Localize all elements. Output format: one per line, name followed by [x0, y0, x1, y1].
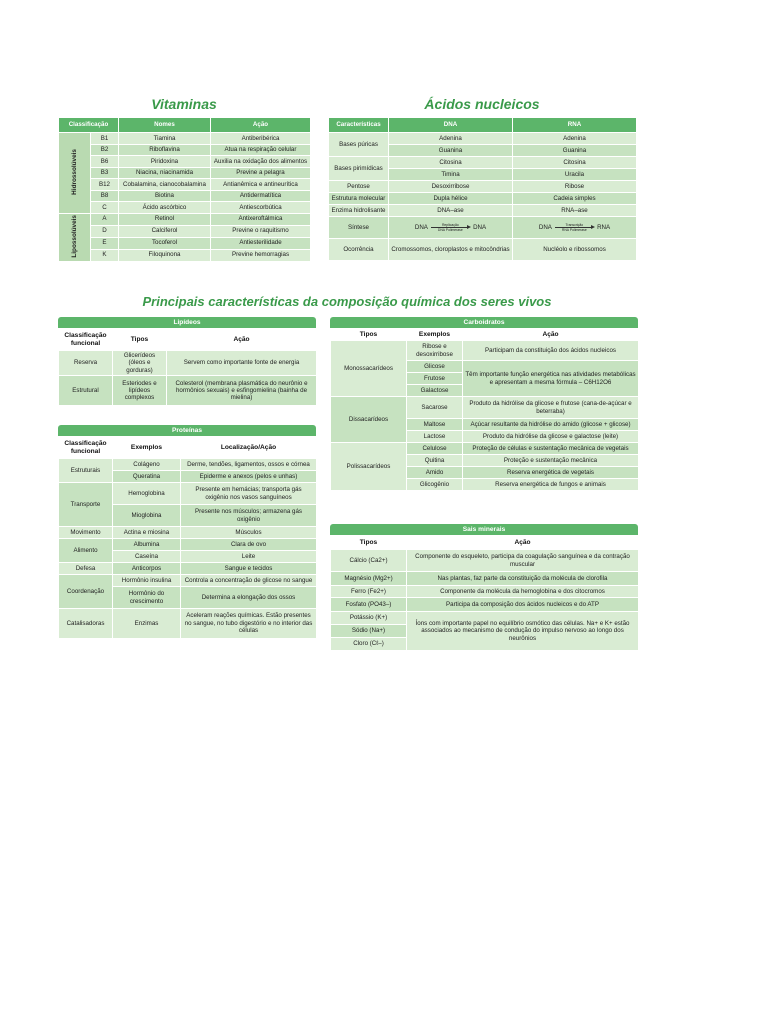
- sais-type: Potássio (K+): [331, 612, 407, 625]
- vit-action: Antiescorbútica: [211, 202, 311, 214]
- lip-cell: Reserva: [59, 351, 113, 376]
- vitaminas-table: [58, 117, 310, 262]
- prot-class: Movimento: [59, 527, 113, 539]
- lip-cell: Colesterol (membrana plasmática do neurônio e hormônios sexuais) e esfingomielina (bainha de mielina): [167, 376, 317, 406]
- prot-cell: Hormônio do crescimento: [113, 587, 181, 609]
- ac-cell: Citosina: [513, 157, 637, 169]
- prot-cell: Actina e miosina: [113, 527, 181, 539]
- prot-cell: Epiderme e anexos (pelos e unhas): [181, 471, 317, 483]
- vit-header-nomes: Nomes: [119, 118, 211, 133]
- prot-cell: Presente nos músculos; armazena gás oxigênio: [181, 505, 317, 527]
- vit-code: B2: [91, 144, 119, 156]
- lip-cell: Servem como importante fonte de energia: [167, 351, 317, 376]
- prot-header: Exemplos: [113, 437, 181, 459]
- carb-action: Reserva energética de fungos e animais: [463, 479, 639, 491]
- vit-code: B6: [91, 156, 119, 168]
- carb-ex: Sacarose: [407, 397, 463, 419]
- vit-name: Tocoferol: [119, 237, 211, 249]
- vit-header-acao: Ação: [211, 118, 311, 133]
- prot-cell: Presente em hemácias; transporta gás oxigênio nos vasos sanguíneos: [181, 483, 317, 505]
- vit-action: Auxilia na oxidação dos alimentos: [211, 156, 311, 168]
- prot-cell: Queratina: [113, 471, 181, 483]
- sais-action: Nas plantas, faz parte da constituição da molécula de clorofila: [407, 572, 639, 586]
- sais-caption: Sais minerais: [330, 524, 638, 535]
- ac-cell: Adenina: [513, 133, 637, 145]
- vit-name: Calciferol: [119, 225, 211, 237]
- vit-name: Tiamina: [119, 133, 211, 145]
- ac-ocorrencia: Ocorrência: [329, 239, 389, 261]
- vit-action: Antiesterilidade: [211, 237, 311, 249]
- prot-class: Coordenação: [59, 575, 113, 609]
- ac-header-carac: Características: [329, 118, 389, 133]
- carb-ex: Celulose: [407, 443, 463, 455]
- carb-ex: Glicogênio: [407, 479, 463, 491]
- sais-table: [330, 524, 638, 651]
- prot-cell: Anticorpos: [113, 563, 181, 575]
- lip-header: Ação: [167, 329, 317, 351]
- vit-action: Previne hemorragias: [211, 249, 311, 261]
- dna-label: DNA: [414, 224, 428, 232]
- ac-cell: Guanina: [513, 145, 637, 157]
- vit-name: Ácido ascórbico: [119, 202, 211, 214]
- sais-header: Tipos: [331, 536, 407, 550]
- proteinas-caption: Proteínas: [58, 425, 316, 436]
- sais-type: Magnésio (Mg2+): [331, 572, 407, 586]
- prot-cell: Caseína: [113, 551, 181, 563]
- vit-name: Filoquinona: [119, 249, 211, 261]
- vit-name: Cobalamina, cianocobalamina: [119, 179, 211, 191]
- prot-class: Alimento: [59, 539, 113, 563]
- carb-action: Participam da constituição dos ácidos nucleicos: [463, 341, 639, 361]
- vit-code: D: [91, 225, 119, 237]
- lip-cell: Estrutural: [59, 376, 113, 406]
- prot-header: Classificação funcional: [59, 437, 113, 459]
- lip-header: Classificação funcional: [59, 329, 113, 351]
- prot-cell: Leite: [181, 551, 317, 563]
- sais-action: Íons com importante papel no equilíbrio osmótico das células. Na+ e K+ estão associados ao mecanismo de condução do impulso nervoso ao longo dos neurônios: [407, 612, 639, 651]
- prot-cell: Enzimas: [113, 609, 181, 639]
- vit-code: B12: [91, 179, 119, 191]
- sais-action: Componente da molécula da hemoglobina e dos citocromos: [407, 586, 639, 598]
- carb-header: Ação: [463, 329, 639, 341]
- prot-class: Estruturais: [59, 459, 113, 483]
- carb-action: Produto da hidrólise da glicose e frutose (cana-de-açúcar e beterraba): [463, 397, 639, 419]
- vit-code: B8: [91, 190, 119, 202]
- lip-cell: Glicerídeos (óleos e gorduras): [113, 351, 167, 376]
- dna-label: DNA: [538, 224, 552, 232]
- vit-action: Previne a pelagra: [211, 167, 311, 179]
- vit-header-classificacao: Classificação: [59, 118, 119, 133]
- sais-type: Ferro (Fe2+): [331, 586, 407, 598]
- prot-cell: Derme, tendões, ligamentos, ossos e córnea: [181, 459, 317, 471]
- sais-type: Fosfato (PO43–): [331, 598, 407, 612]
- carb-type: Monossacarídeos: [331, 341, 407, 397]
- lipideos-caption: Lipídeos: [58, 317, 316, 328]
- vit-code: B3: [91, 167, 119, 179]
- vit-name: Retinol: [119, 213, 211, 225]
- vit-name: Biotina: [119, 190, 211, 202]
- ac-cell: Adenina: [389, 133, 513, 145]
- vit-action: Atua na respiração celular: [211, 144, 311, 156]
- carb-ex: Maltose: [407, 419, 463, 431]
- dna-label: DNA: [473, 224, 487, 232]
- carb-action: Açúcar resultante da hidrólise do amido (glicose + glicose): [463, 419, 639, 431]
- vit-group-hidro: Hidrossolúveis: [59, 133, 91, 214]
- ac-cell: Citosina: [389, 157, 513, 169]
- carb-ex: Glicose: [407, 361, 463, 373]
- prot-cell: Controla a concentração de glicose no sangue: [181, 575, 317, 587]
- lipideos-table: [58, 317, 316, 406]
- replication-arrow-icon: Replicação DNA Polimerase: [431, 223, 469, 232]
- vit-action: Antiberibérica: [211, 133, 311, 145]
- ac-sintese: Síntese: [329, 217, 389, 239]
- ac-cell: Nucléolo e ribossomos: [513, 239, 637, 261]
- prot-cell: Albumina: [113, 539, 181, 551]
- carb-action: Proteção de células e sustentação mecânica de vegetais: [463, 443, 639, 455]
- carb-ex: Lactose: [407, 431, 463, 443]
- prot-class: Catalisadoras: [59, 609, 113, 639]
- proteinas-table: [58, 425, 316, 639]
- sais-action: Componente do esqueleto, participa da coagulação sanguínea e da contração muscular: [407, 550, 639, 572]
- vit-code: B1: [91, 133, 119, 145]
- vit-code: E: [91, 237, 119, 249]
- prot-cell: Hemoglobina: [113, 483, 181, 505]
- prot-cell: Aceleram reações químicas. Estão presentes no sangue, no tubo digestório e no interior das células: [181, 609, 317, 639]
- sais-action: Participa da composição dos ácidos nucleicos e do ATP: [407, 598, 639, 612]
- transcription-arrow-icon: Transcrição RNA Polimerase: [555, 223, 593, 232]
- vit-group-lipo: Lipossolúveis: [59, 213, 91, 261]
- ac-sintese-rna: [513, 217, 637, 239]
- sais-header: Ação: [407, 536, 639, 550]
- vit-code: A: [91, 213, 119, 225]
- ac-cell: Desoxirribose: [389, 181, 513, 193]
- carb-ex: Galactose: [407, 385, 463, 397]
- prot-cell: Determina a elongação dos ossos: [181, 587, 317, 609]
- prot-cell: Clara de ovo: [181, 539, 317, 551]
- carb-action: Reserva energética de vegetais: [463, 467, 639, 479]
- vit-action: Antixeroftálmica: [211, 213, 311, 225]
- ac-cell: Guanina: [389, 145, 513, 157]
- carboidratos-table: [330, 317, 638, 491]
- vit-code: C: [91, 202, 119, 214]
- acidos-title: Ácidos nucleicos: [424, 96, 540, 112]
- vit-action: Previne o raquitismo: [211, 225, 311, 237]
- ac-enzima: Enzima hidrolisante: [329, 205, 389, 217]
- lip-cell: Esteriodes e lipídeos complexos: [113, 376, 167, 406]
- sais-type: Cálcio (Ca2+): [331, 550, 407, 572]
- ac-cell: Dupla hélice: [389, 193, 513, 205]
- lip-header: Tipos: [113, 329, 167, 351]
- ac-header-rna: RNA: [513, 118, 637, 133]
- ac-bases-pirimidicas: Bases pirimídicas: [329, 157, 389, 181]
- prot-cell: Hormônio insulina: [113, 575, 181, 587]
- carb-type: Polissacarídeos: [331, 443, 407, 491]
- carb-ex: Ribose e desoxirribose: [407, 341, 463, 361]
- prot-cell: Colágeno: [113, 459, 181, 471]
- ac-cell: Cadeia simples: [513, 193, 637, 205]
- ac-cell: DNA–ase: [389, 205, 513, 217]
- carb-header: Tipos: [331, 329, 407, 341]
- sais-type: Sódio (Na+): [331, 625, 407, 638]
- prot-cell: Músculos: [181, 527, 317, 539]
- carb-ex: Amido: [407, 467, 463, 479]
- ac-estrutura: Estrutura molecular: [329, 193, 389, 205]
- carb-ex: Quitina: [407, 455, 463, 467]
- ac-cell: Ribose: [513, 181, 637, 193]
- ac-header-dna: DNA: [389, 118, 513, 133]
- prot-class: Defesa: [59, 563, 113, 575]
- carb-type: Dissacarídeos: [331, 397, 407, 443]
- prot-cell: Sangue e tecidos: [181, 563, 317, 575]
- ac-cell: Uracila: [513, 169, 637, 181]
- ac-bases-puricas: Bases púricas: [329, 133, 389, 157]
- vit-action: Antidermatítica: [211, 190, 311, 202]
- carb-action: Têm importante função energética nas atividades metabólicas e apresentam a mesma fórmula – C6H12O6: [463, 361, 639, 397]
- ac-sintese-dna: [389, 217, 513, 239]
- prot-class: Transporte: [59, 483, 113, 527]
- ac-cell: RNA–ase: [513, 205, 637, 217]
- vit-name: Riboflavina: [119, 144, 211, 156]
- ac-pentose: Pentose: [329, 181, 389, 193]
- prot-cell: Mioglobina: [113, 505, 181, 527]
- vitaminas-title: Vitaminas: [151, 96, 217, 112]
- acidos-table: [328, 117, 636, 261]
- ac-cell: Cromossomos, cloroplastos e mitocôndrias: [389, 239, 513, 261]
- vit-code: K: [91, 249, 119, 261]
- sais-type: Cloro (Cℓ–): [331, 638, 407, 651]
- carb-action: Produto da hidrólise da glicose e galactose (leite): [463, 431, 639, 443]
- vit-action: Antianêmica e antineurítica: [211, 179, 311, 191]
- carb-header: Exemplos: [407, 329, 463, 341]
- vit-name: Niacina, niacinamida: [119, 167, 211, 179]
- carboidratos-caption: Carboidratos: [330, 317, 638, 328]
- rna-label: RNA: [597, 224, 611, 232]
- main-title: Principais características da composição química dos seres vivos: [142, 294, 552, 309]
- carb-ex: Frutose: [407, 373, 463, 385]
- prot-header: Localização/Ação: [181, 437, 317, 459]
- carb-action: Proteção e sustentação mecânica: [463, 455, 639, 467]
- ac-cell: Timina: [389, 169, 513, 181]
- vit-name: Piridoxina: [119, 156, 211, 168]
